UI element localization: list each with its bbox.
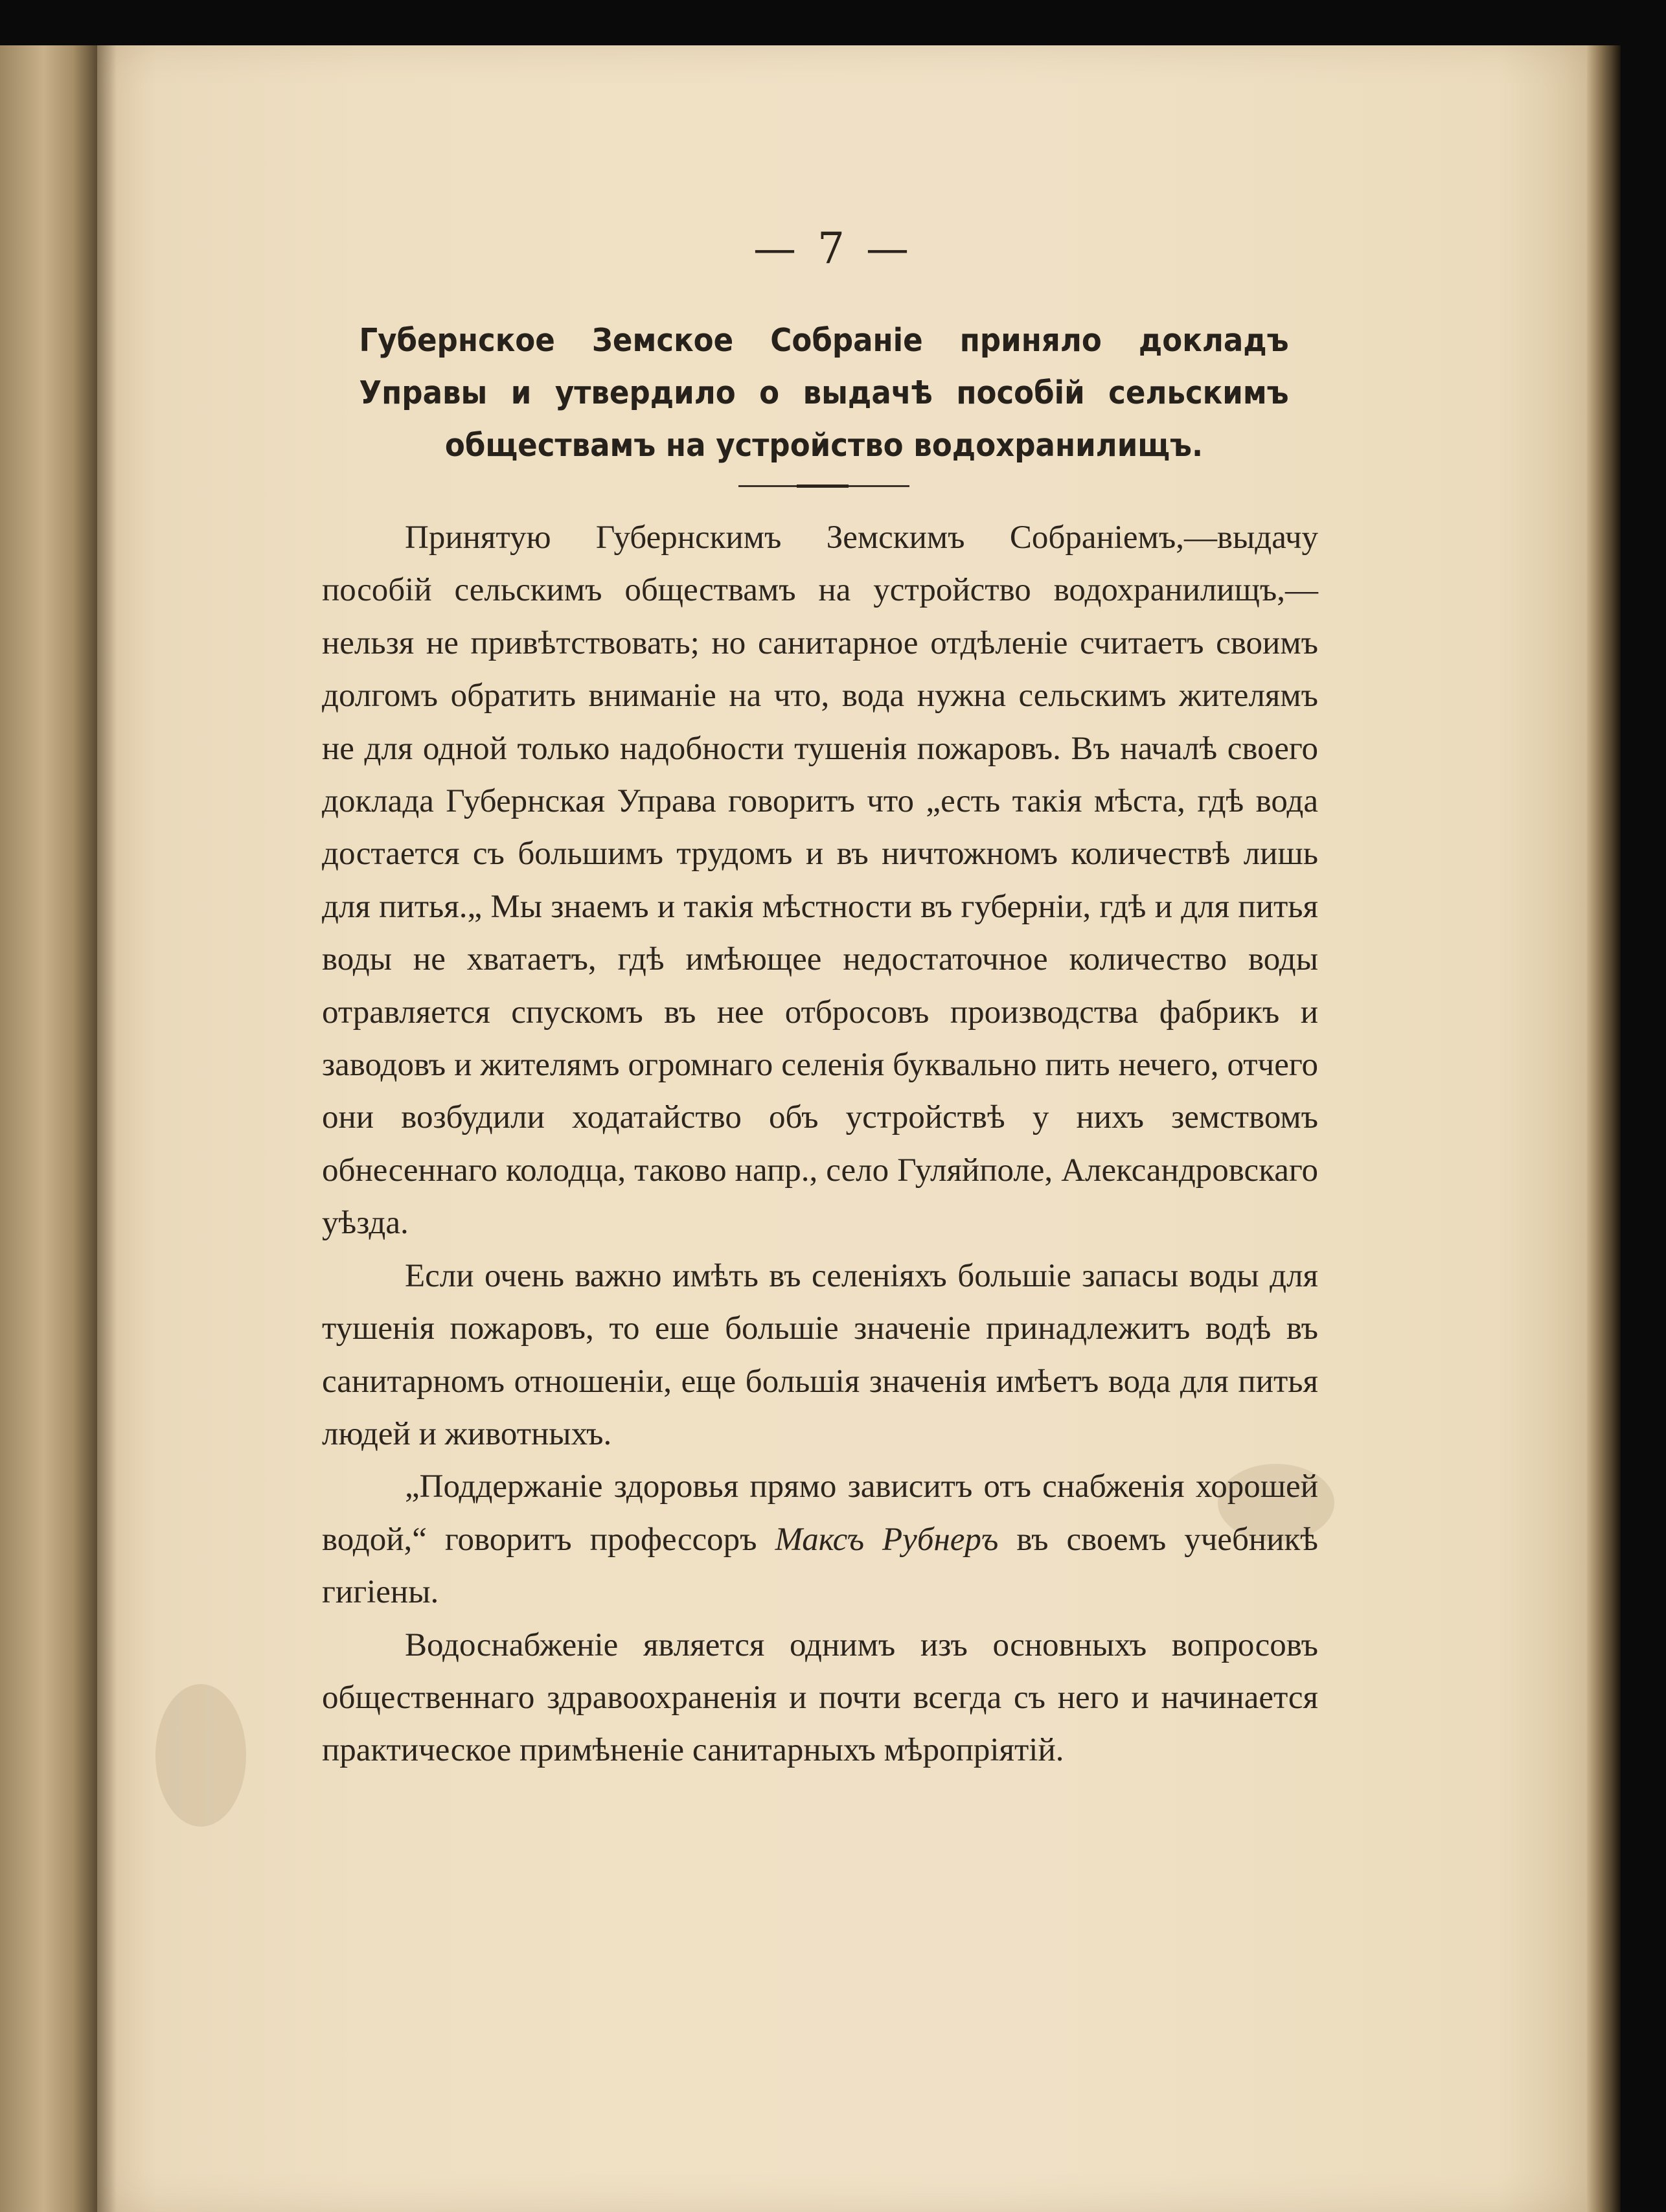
body-text — [322, 512, 1318, 1777]
paragraph-4: Водоснабженіе является однимъ изъ основныхъ вопросовъ общественнаго здравоохраненія и почти всегда съ него и начинается практическое примѣненіе санитарныхъ мѣропріятій. — [322, 1626, 1318, 1769]
heading-divider-center — [797, 485, 849, 488]
quote-text: „Поддержаніе здоровья прямо зависитъ отъ снабженія хорошей водой,“ говоритъ профессоръ — [322, 1468, 1318, 1558]
author-name: Максъ Рубнеръ — [775, 1521, 999, 1558]
paragraph-3 — [322, 1461, 1318, 1619]
page-number: — 7 — — [753, 223, 913, 273]
paper-stain — [155, 1684, 246, 1827]
quote-source: въ своемъ учебникѣ гигіены. — [322, 1521, 1318, 1611]
paragraph-2: Если очень важно имѣть въ селеніяхъ большіе запасы воды для тушенія пожаровъ, то еше большіе значеніе принадлежитъ водѣ въ санитарномъ отношеніи, еще большія значенія имѣетъ вода для питья людей и животныхъ. — [322, 1257, 1318, 1452]
gutter-shadow — [97, 45, 117, 2212]
page-stack-edge — [1587, 45, 1621, 2212]
paragraph-1: Принятую Губернскимъ Земскимъ Собраніемъ,—выдачу пособій сельскимъ обществамъ на устройство водохранилищъ,—нельзя не привѣтствовать; но санитарное отдѣленіе считаетъ своимъ долгомъ обратить вниманіе на что, вода нужна сельскимъ жителямъ не для одной только надобности тушенія пожаровъ. Въ началѣ своего доклада Губернская Управа говоритъ что „есть такія мѣста, гдѣ вода достается съ большимъ трудомъ и въ ничтожномъ количествѣ лишь для питья.„ Мы знаемъ и такія мѣстности въ губерніи, гдѣ и для питья воды не хватаетъ, гдѣ имѣющее недостаточное количество воды отравляется спускомъ въ нее отбросовъ производства фабрикъ и заводовъ и жителямъ огромнаго селенія буквально пить нечего, отчего они возбудили ходатайство объ устройствѣ у нихъ земствомъ обнесеннаго колодца, таково напр., село Гуляйполе, Александровскаго уѣзда. — [322, 519, 1318, 1242]
previous-page-edge — [0, 45, 97, 2212]
section-heading: Губернское Земское Собраніе приняло докладъ Управы и утвердило о выдачѣ пособій сельскимъ обществамъ на устройство водохранилищъ. — [359, 322, 1289, 464]
